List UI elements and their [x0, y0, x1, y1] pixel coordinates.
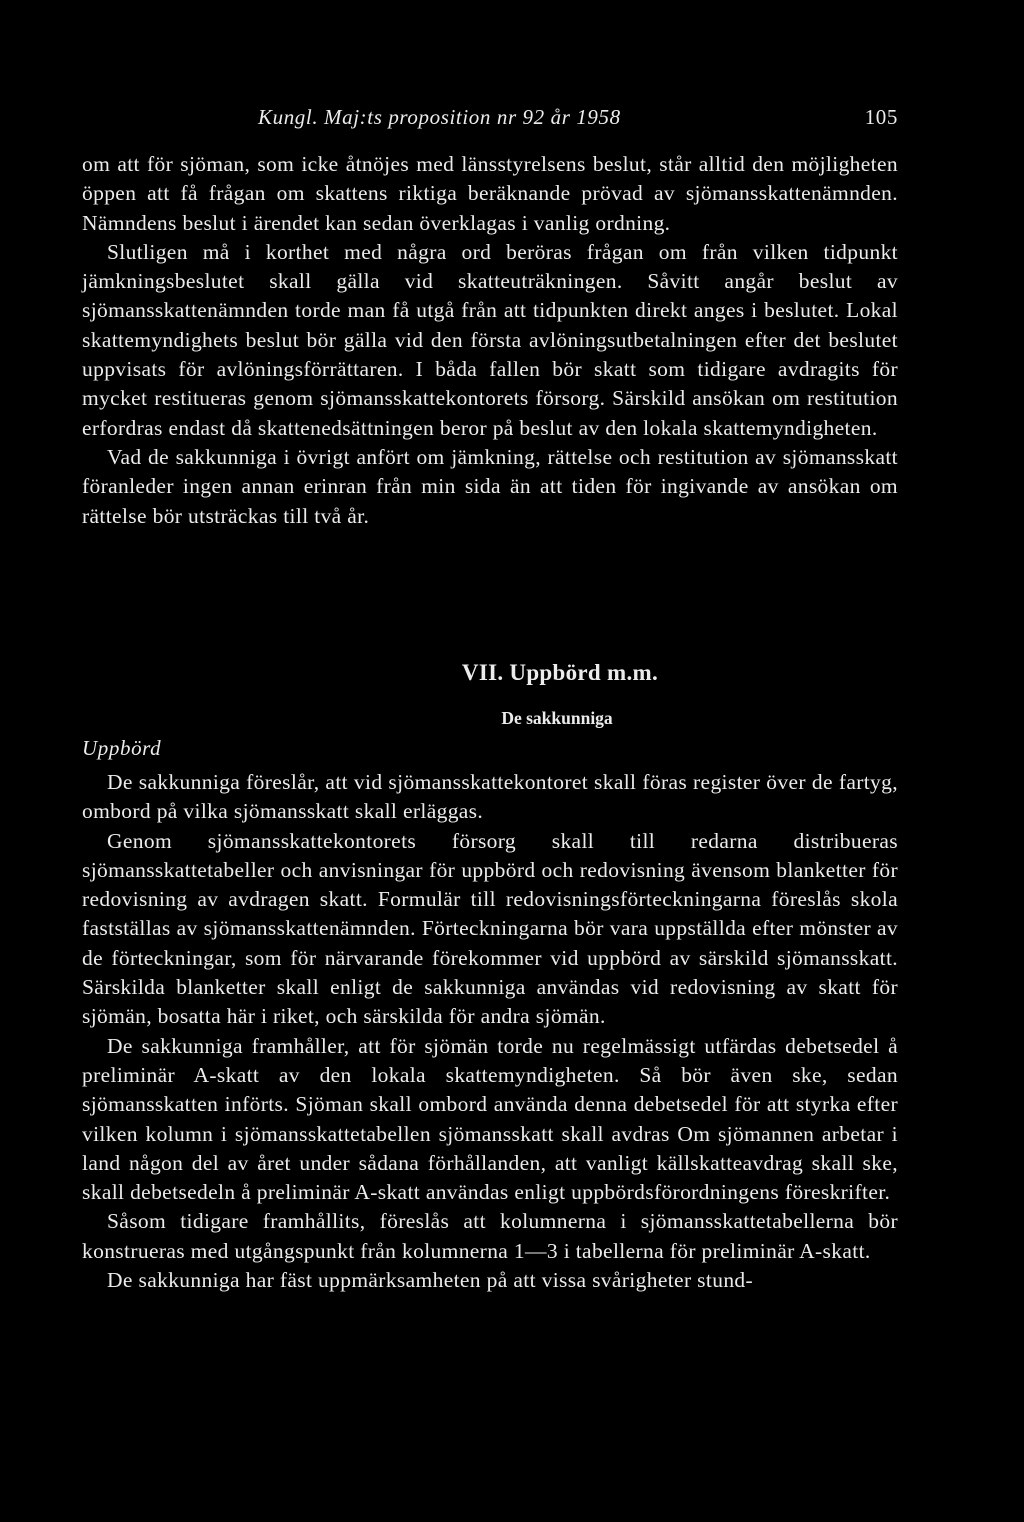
- paragraph: Vad de sakkunniga i övrigt anfört om jämkning, rättelse och restitution av sjömansskatt föranleder ingen annan erinran från min sida än att tiden för ingivande av ansökan om rättelse bör utsträckas till två år.: [82, 444, 898, 528]
- paragraph: Såsom tidigare framhållits, föreslås att kolumnerna i sjömansskattetabellerna bör konstrueras med utgångspunkt från kolumnerna 1—3 i tabellerna för preliminär A-skatt.: [82, 1209, 898, 1263]
- page-header: [258, 105, 898, 139]
- paragraph: De sakkunniga föreslår, att vid sjömansskattekontoret skall föras register över de fartyg, ombord på vilka sjömansskatt skall erläggas.: [82, 770, 898, 824]
- section-heading: VII. Uppbörd m.m.: [461, 660, 659, 685]
- paragraph: De sakkunniga framhåller, att för sjömän torde nu regelmässigt utfärdas debetsedel å preliminär A-skatt av den lokala skattemyndigheten. Så bör även ske, sedan sjömansskatten införts. Sjöman skall ombord använda denna debetsedel för att styrka efter vilken kolumn i sjömansskattetabellen sjömansskatt skall avdras Om sjömannen arbetar i land någon del av året under sådana förhållanden, att vanligt källskatteavdrag skall ske, skall debetsedeln å preliminär A-skatt användas enligt uppbördsförordningens föreskrifter.: [82, 1033, 898, 1205]
- page-number: 105: [864, 105, 898, 129]
- section-uppbord-text: [82, 768, 898, 1295]
- section-jamkning-text: [82, 150, 898, 531]
- running-title: Kungl. Maj:ts proposition nr 92 år 1958: [258, 105, 621, 129]
- sub-heading: De sakkunniga: [501, 708, 613, 728]
- paragraph: Genom sjömansskattekontorets försorg skall till redarna distribueras sjömansskattetabeller och anvisningar för uppbörd och redovisning ävensom blanketter för redovisning av avdragen skatt. Formulär till redovisningsförteckningarna föreslås skola fastställas av sjömansskattenämnden. Förteckningarna bör vara uppställda efter mönster av de förteckningar, som för närvarande förekommer vid uppbörd av särskild sjömansskatt. Särskilda blanketter skall enligt de sakkunniga användas vid redovisning av skatt för sjömän, bosatta här i riket, och särskilda för andra sjömän.: [82, 828, 898, 1029]
- paragraph: Slutligen må i korthet med några ord beröras frågan om från vilken tidpunkt jämkningsbeslutet skall gälla vid skatteuträkningen. Såvitt angår beslut av sjömansskattenämnden torde man få utgå från att tidpunkten direkt anges i beslutet. Lokal skattemyndighets beslut bör gälla vid den första avlöningsutbetalningen efter det beslutet uppvisats för avlöningsförrättaren. I båda fallen bör skatt som tidigare avdragits för mycket restitueras genom sjömansskattekontorets försorg. Särskild ansökan om restitution erfordras endast då skattenedsättningen beror på beslut av den lokala skattemyndigheten.: [82, 239, 898, 440]
- margin-note: Uppbörd: [82, 736, 162, 760]
- paragraph: om att för sjöman, som icke åtnöjes med länsstyrelsens beslut, står alltid den möjligheten öppen att få frågan om skattens riktiga beräknande prövad av sjömansskattenämnden. Nämndens beslut i ärendet kan sedan överklagas i vanlig ordning.: [82, 152, 898, 235]
- paragraph: De sakkunniga har fäst uppmärksamheten på att vissa svårigheter stund-: [107, 1268, 754, 1293]
